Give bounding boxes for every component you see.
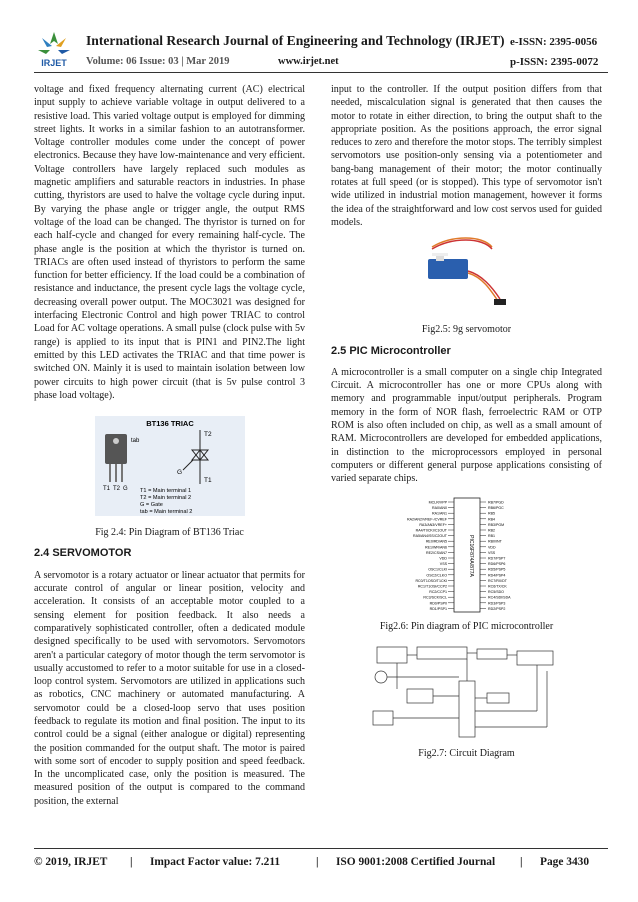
pin-label: RC3/SCK/SCL xyxy=(422,595,447,600)
iso-certification: ISO 9001:2008 Certified Journal xyxy=(336,856,496,868)
pin-label: OSC1/CLKI xyxy=(427,567,447,572)
pin-label: RB1 xyxy=(487,533,495,538)
page-number: Page 3430 xyxy=(540,856,590,868)
pin-label: RB7/PGD xyxy=(487,500,504,505)
pic-figure xyxy=(392,496,542,614)
pin-label: RD5/PSP5 xyxy=(487,567,505,572)
legend-item: G = Gate xyxy=(139,502,163,509)
tab-label: tab xyxy=(130,438,139,445)
pin-label: RD4/PSP4 xyxy=(487,572,505,577)
pin-label: VDD xyxy=(438,556,447,561)
servo-image xyxy=(422,237,512,317)
pin-label: RD2/PSP2 xyxy=(487,606,505,611)
journal-title: International Research Journal of Engineering and Technology (IRJET) xyxy=(86,33,505,48)
paragraph: A servomotor is a rotary actuator or linear actuator that permits for accurate control of angular or linear position, velocity and acceleration. It consists of an acceptable motor coupled to a sensing element for position feedback. It also needs a comparatively sophisticated controller, often a dedicated module designed specifically to be used with servomotors. Servomotors aren't a particular category of motor though the term servomotor is usually accustomed to refer to a motor suitable for use in a closed-loop control system. Servomotors are utilized in applications such as robotics, CNC machinery or automated manufacturing. A servomotor could be a closed-loop servo that uses position feedback to regulate its motion and final position. The input to its control could be a signal (either analogue or digital) representing the position commanded for the output shaft. The motor is paired with some sort of encoder to supply position and speed feedback. In the uncomplicated case, only the position is measured. The measured position of the output is compared to the command position, the external xyxy=(34,569,305,807)
paragraph: A microcontroller is a small computer on a single chip Integrated Circuit. A microcontroller has one or more CPUs along with memory and programmable input/output peripherals. Program memory in the form of NOR flash, ferroelectric RAM or OTP ROM is also often included on chip, as well as a small amount of RAM. Microcontrollers are developed for embedded applications, in distinction to the microprocessors employed in personal computers or different general purpose applications consisting of varied separate chips. xyxy=(331,366,602,485)
pin-label: T2 xyxy=(112,486,120,493)
circuit-diagram xyxy=(367,641,567,741)
pin-label: RD1/PSP1 xyxy=(429,606,447,611)
logo-text: IRJET xyxy=(41,58,67,68)
footer-separator: | xyxy=(316,856,319,868)
pin-label: MCLR/VPP xyxy=(428,500,447,505)
pin-label: RB3/PGM xyxy=(487,522,504,527)
pin-label: T1 xyxy=(203,477,212,485)
triac-title: BT136 TRIAC xyxy=(145,419,194,429)
footer-separator: | xyxy=(520,856,523,868)
irjet-logo-icon xyxy=(34,30,74,70)
pin-label: RB5 xyxy=(487,511,495,516)
left-column xyxy=(34,83,305,808)
pin-label: G xyxy=(176,469,182,477)
pin-label: RA1/AN1 xyxy=(431,511,447,516)
right-column xyxy=(331,83,602,764)
section-heading: 2.4 SERVOMOTOR xyxy=(34,547,132,560)
pin-label: RA0/AN0 xyxy=(431,505,447,510)
pin-label: RE1/WR/AN6 xyxy=(424,544,447,549)
pin-label: RC6/TX/CK xyxy=(487,584,507,589)
impact-factor: Impact Factor value: 7.211 xyxy=(150,856,281,868)
pin-label: RB2 xyxy=(487,528,495,533)
eissn: e-ISSN: 2395-0056 xyxy=(510,36,598,48)
pin-label: RB4 xyxy=(487,516,495,521)
triac-diagram xyxy=(95,416,245,516)
pic-pin-diagram xyxy=(392,496,542,614)
pin-label: VSS xyxy=(439,561,447,566)
pin-label: RA4/T0CKI/C1OUT xyxy=(415,528,447,533)
pin-label: OSC2/CLKO xyxy=(425,572,447,577)
pissn: p-ISSN: 2395-0072 xyxy=(510,56,599,68)
pin-label: RC1/T1OSI/CCP2 xyxy=(417,584,447,589)
pin-label: RE0/RD/AN5 xyxy=(425,539,447,544)
figure-caption: Fig2.5: 9g servomotor xyxy=(421,324,512,336)
servo-figure xyxy=(422,237,512,317)
paragraph: input to the controller. If the output position differs from that needed, miscalculation signal is generated that then causes the motor to rotate in either direction, to bring the output shaft to the appropriate position. As the positions approach, the error signal reduces to zero and therefore the motor stops. The terribly simplest servomotors use position-only sensing via a potentiometer and bang-bang management of their motor; the motor continually rotates at full speed (or is stopped). This type of servomotor isn't wide utilized in industrial motion management, however it forms the idea of the straightforward and low cost servos used for guided models. xyxy=(331,84,602,228)
chip-label: PIC16F874A/877A xyxy=(467,534,474,577)
pin-label: RC7/RX/DT xyxy=(487,578,507,583)
pin-label: RC2/CCP1 xyxy=(428,589,447,594)
pin-label: RD7/PSP7 xyxy=(487,556,505,561)
triac-figure xyxy=(95,416,245,516)
pin-label: RD0/PSP0 xyxy=(429,600,447,605)
pin-label: RB6/PGC xyxy=(487,505,504,510)
circuit-figure xyxy=(367,641,567,741)
pin-label: RA5/AN4/SS/C2OUT xyxy=(412,533,447,538)
pin-label: RC4/SDI/SDA xyxy=(487,595,511,600)
pin-label: T2 xyxy=(203,431,212,439)
footer-divider xyxy=(34,848,608,849)
figure-caption: Fig2.6: Pin diagram of PIC microcontroller xyxy=(379,620,554,632)
pin-label: VDD xyxy=(487,544,496,549)
pin-label: G xyxy=(122,486,128,493)
figure-caption: Fig2.7: Circuit Diagram xyxy=(418,747,515,759)
pin-label: RC0/T1OSO/T1CKI xyxy=(414,578,447,583)
pin-label: T1 xyxy=(102,486,110,493)
legend-item: T2 = Main terminal 2 xyxy=(139,495,191,502)
volume-issue: Volume: 06 Issue: 03 | Mar 2019 xyxy=(86,56,230,67)
header-divider xyxy=(34,72,608,73)
pin-label: RA2/AN2/VREF-/CVREF xyxy=(406,516,447,521)
paragraph: voltage and fixed frequency alternating current (AC) electrical input supply to achieve variable voltage in output delivered to a resistive load. This varied voltage output is employed for dimming street lights. It works in a similar fashion to an autotransformer. Voltage controller modules come under the concept of power electronics. Because they have low-maintenance and very efficient. Voltage controllers have largely replaced such modules as magnetic amplifiers and saturable reactors in industries. In phase cutting, thyristors are used to halve the voltage cycle during input. By varying the phase angle or trigger angle, the output RMS voltage of the load can be changed. The thyristor is turned on for each half-cycle and changed for every remaining half-cycle. The phase angle is the position at which the thyristor is turned on. TRIACs are often used instead of thyristors to perform the same function for better efficiency. If the load could be a combination of resistance and inductance, the present cycle lags the voltage cycle, decreasing overall power output. The MOC3021 was designed for interfacing Electronic Control and high power TRIAC to control Load for AC voltage operations. A small pulse (clock pulse with 5v range) is applied to its input that is PIN1 and PIN2.The light emitted by this LED activates the TRIAC and that time power is switched ON. Mainly it is used to maintain isolation between low power circuits to high power circuit (that is 5v pulse control 3 phase load voltage). xyxy=(34,84,305,401)
pin-label: RE2/CS/AN7 xyxy=(425,550,447,555)
section-heading: 2.5 PIC Microcontroller xyxy=(331,344,451,357)
legend-item: T1 = Main terminal 1 xyxy=(139,488,191,495)
pin-label: RD3/PSP3 xyxy=(487,600,505,605)
figure-caption: Fig 2.4: Pin Diagram of BT136 Triac xyxy=(95,527,244,539)
legend-item: tab = Main terminal 2 xyxy=(139,509,192,516)
journal-url[interactable]: www.irjet.net xyxy=(278,56,339,67)
page-header xyxy=(0,0,638,76)
pin-label: RC5/SDO xyxy=(487,589,504,594)
copyright: © 2019, IRJET xyxy=(34,856,108,868)
pin-label: RB0/INT xyxy=(487,539,502,544)
pin-label: RD6/PSP6 xyxy=(487,561,505,566)
footer-separator: | xyxy=(130,856,133,868)
pin-label: VSS xyxy=(487,550,495,555)
pin-label: RA3/AN3/VREF+ xyxy=(418,522,447,527)
